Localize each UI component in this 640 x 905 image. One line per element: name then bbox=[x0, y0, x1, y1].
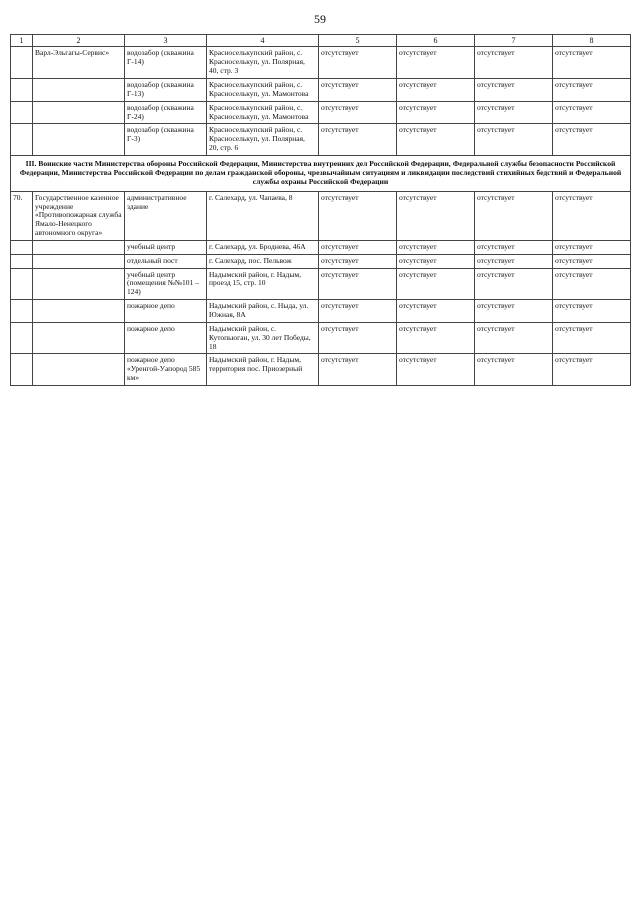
address-cell: Красноселькупский район, с. Красноселькуп, ул. Мамонтова bbox=[207, 101, 319, 124]
address-cell: Надымский район, с. Кутопьюган, ул. 30 лет Победы, 18 bbox=[207, 322, 319, 354]
table-row bbox=[11, 300, 631, 323]
status-cell: отсутствует bbox=[319, 240, 397, 254]
status-cell: отсутствует bbox=[475, 78, 553, 101]
object-cell: пожарное депо bbox=[125, 300, 207, 323]
section-header: III. Воинские части Министерства обороны Российской Федерации, Министерства внутренних дел Российской Федерации, Федеральной службы безопасности Российской Федерации, Министерства Российской Федерации по делам гражданской обороны, чрезвычайным ситуациям и ликвидации последствий стихийных бедствий и Федеральной службы охраны Российской Федерации bbox=[11, 155, 631, 191]
organization-cell: Государственное казенное учреждение «Противопожарная служба Ямало-Ненецкого автономного округа» bbox=[33, 191, 125, 240]
organization-cell bbox=[33, 240, 125, 254]
status-cell: отсутствует bbox=[553, 240, 631, 254]
table-row bbox=[11, 101, 631, 124]
status-cell: отсутствует bbox=[397, 254, 475, 268]
object-cell: водозабор (скважина Г-3) bbox=[125, 124, 207, 156]
status-cell: отсутствует bbox=[553, 354, 631, 386]
table-row bbox=[11, 254, 631, 268]
status-cell: отсутствует bbox=[397, 124, 475, 156]
object-cell: отдельный пост bbox=[125, 254, 207, 268]
page-number: 59 bbox=[314, 12, 326, 26]
address-cell: Красноселькупский район, с. Красноселькуп, ул. Мамонтова bbox=[207, 78, 319, 101]
status-cell: отсутствует bbox=[397, 101, 475, 124]
status-cell: отсутствует bbox=[397, 354, 475, 386]
row-number bbox=[11, 254, 33, 268]
object-cell: водозабор (скважина Г-24) bbox=[125, 101, 207, 124]
address-cell: г. Салехард, ул. Броднева, 46А bbox=[207, 240, 319, 254]
table-row bbox=[11, 78, 631, 101]
row-number bbox=[11, 268, 33, 300]
status-cell: отсутствует bbox=[475, 254, 553, 268]
address-cell: Надымский район, г. Надым, территория пос. Приозерный bbox=[207, 354, 319, 386]
status-cell: отсутствует bbox=[553, 300, 631, 323]
address-cell: г. Салехард, пос. Пельвож bbox=[207, 254, 319, 268]
status-cell: отсутствует bbox=[475, 240, 553, 254]
objects-table bbox=[10, 34, 631, 386]
row-number bbox=[11, 124, 33, 156]
row-number bbox=[11, 101, 33, 124]
column-number: 8 bbox=[553, 35, 631, 47]
status-cell: отсутствует bbox=[397, 268, 475, 300]
column-number: 6 bbox=[397, 35, 475, 47]
status-cell: отсутствует bbox=[475, 354, 553, 386]
table-row bbox=[11, 47, 631, 79]
status-cell: отсутствует bbox=[319, 268, 397, 300]
address-cell: г. Салехард, ул. Чапаева, 8 bbox=[207, 191, 319, 240]
object-cell: пожарное депо «Уренгой-Уапород 585 км» bbox=[125, 354, 207, 386]
column-number: 5 bbox=[319, 35, 397, 47]
object-cell: учебный центр bbox=[125, 240, 207, 254]
status-cell: отсутствует bbox=[319, 124, 397, 156]
status-cell: отсутствует bbox=[553, 254, 631, 268]
status-cell: отсутствует bbox=[475, 124, 553, 156]
table-row bbox=[11, 191, 631, 240]
object-cell: водозабор (скважина Г-13) bbox=[125, 78, 207, 101]
organization-cell bbox=[33, 254, 125, 268]
organization-cell bbox=[33, 268, 125, 300]
table-row bbox=[11, 240, 631, 254]
document-table-container bbox=[10, 34, 630, 386]
column-number: 2 bbox=[33, 35, 125, 47]
status-cell: отсутствует bbox=[475, 322, 553, 354]
status-cell: отсутствует bbox=[553, 191, 631, 240]
status-cell: отсутствует bbox=[553, 101, 631, 124]
row-number bbox=[11, 300, 33, 323]
row-number bbox=[11, 240, 33, 254]
organization-cell bbox=[33, 101, 125, 124]
address-cell: Надымский район, г. Надым, проезд 15, стр. 10 bbox=[207, 268, 319, 300]
row-number bbox=[11, 322, 33, 354]
status-cell: отсутствует bbox=[475, 101, 553, 124]
table-row bbox=[11, 322, 631, 354]
address-cell: Красноселькупский район, с. Красноселькуп, ул. Полярная, 40, стр. 3 bbox=[207, 47, 319, 79]
column-number: 1 bbox=[11, 35, 33, 47]
section-header-row bbox=[11, 155, 631, 191]
organization-cell bbox=[33, 354, 125, 386]
organization-cell bbox=[33, 322, 125, 354]
status-cell: отсутствует bbox=[475, 268, 553, 300]
organization-cell bbox=[33, 78, 125, 101]
status-cell: отсутствует bbox=[319, 101, 397, 124]
status-cell: отсутствует bbox=[319, 354, 397, 386]
status-cell: отсутствует bbox=[553, 268, 631, 300]
column-number: 4 bbox=[207, 35, 319, 47]
status-cell: отсутствует bbox=[319, 322, 397, 354]
table-row bbox=[11, 268, 631, 300]
status-cell: отсутствует bbox=[319, 78, 397, 101]
organization-cell: Варл-Эльгагы-Сервис» bbox=[33, 47, 125, 79]
object-cell: пожарное депо bbox=[125, 322, 207, 354]
table-row bbox=[11, 124, 631, 156]
status-cell: отсутствует bbox=[397, 78, 475, 101]
row-number: 70. bbox=[11, 191, 33, 240]
status-cell: отсутствует bbox=[475, 47, 553, 79]
status-cell: отсутствует bbox=[319, 47, 397, 79]
organization-cell bbox=[33, 124, 125, 156]
object-cell: административное здание bbox=[125, 191, 207, 240]
status-cell: отсутствует bbox=[475, 300, 553, 323]
status-cell: отсутствует bbox=[553, 322, 631, 354]
status-cell: отсутствует bbox=[553, 47, 631, 79]
status-cell: отсутствует bbox=[319, 254, 397, 268]
row-number bbox=[11, 78, 33, 101]
column-number-row bbox=[11, 35, 631, 47]
object-cell: учебный центр (помещения №№101 – 124) bbox=[125, 268, 207, 300]
status-cell: отсутствует bbox=[475, 191, 553, 240]
column-number: 7 bbox=[475, 35, 553, 47]
table-row bbox=[11, 354, 631, 386]
status-cell: отсутствует bbox=[397, 322, 475, 354]
address-cell: Надымский район, с. Ныда, ул. Южная, 8А bbox=[207, 300, 319, 323]
object-cell: водозабор (скважина Г-14) bbox=[125, 47, 207, 79]
address-cell: Красноселькупский район, с. Красноселькуп, ул. Полярная, 20, стр. 6 bbox=[207, 124, 319, 156]
organization-cell bbox=[33, 300, 125, 323]
status-cell: отсутствует bbox=[397, 240, 475, 254]
status-cell: отсутствует bbox=[553, 78, 631, 101]
status-cell: отсутствует bbox=[319, 300, 397, 323]
status-cell: отсутствует bbox=[397, 300, 475, 323]
status-cell: отсутствует bbox=[397, 191, 475, 240]
row-number bbox=[11, 47, 33, 79]
status-cell: отсутствует bbox=[397, 47, 475, 79]
status-cell: отсутствует bbox=[319, 191, 397, 240]
status-cell: отсутствует bbox=[553, 124, 631, 156]
row-number bbox=[11, 354, 33, 386]
column-number: 3 bbox=[125, 35, 207, 47]
